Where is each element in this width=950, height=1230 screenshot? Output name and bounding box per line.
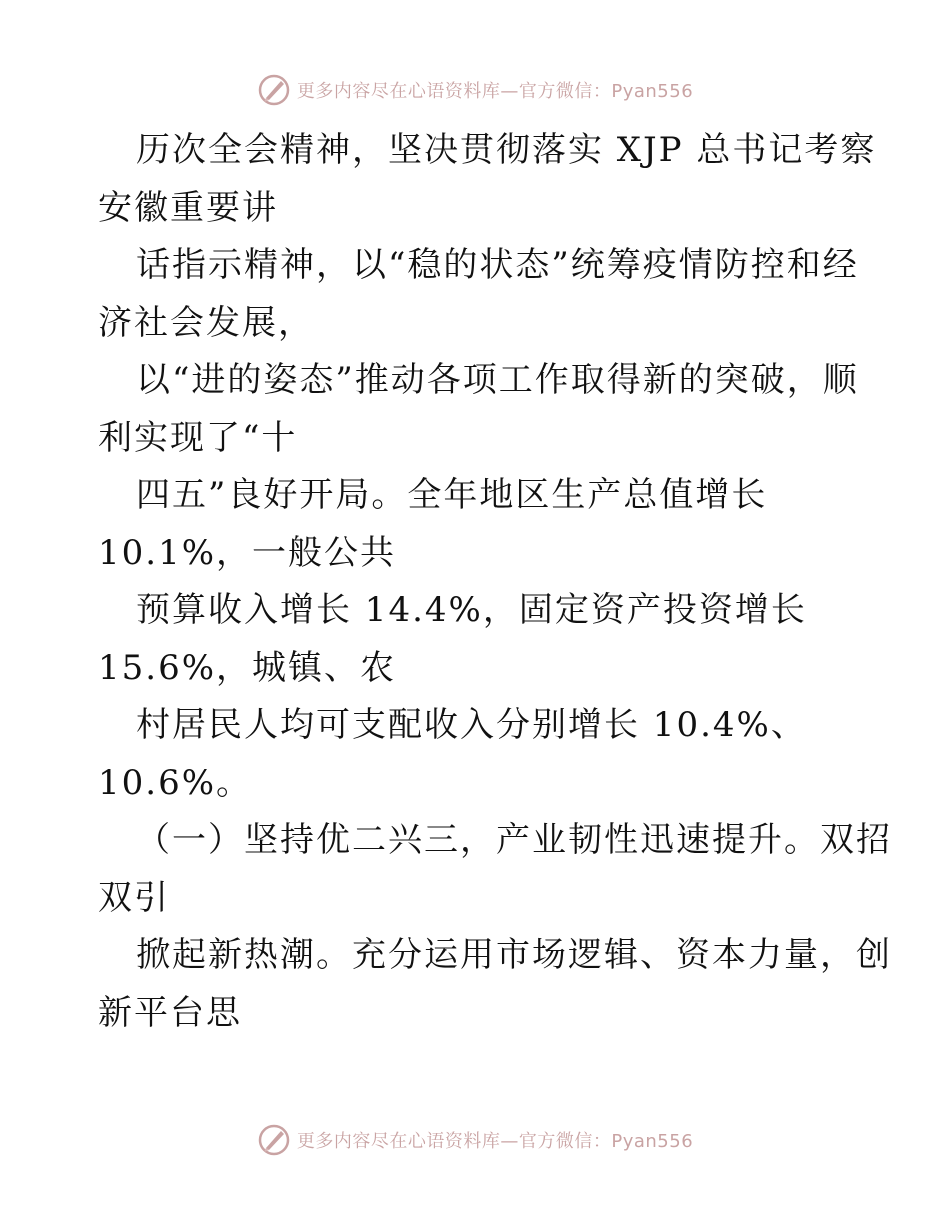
text-line: 济社会发展， (98, 302, 314, 343)
watermark-text: 更多内容尽在心语资料库—官方微信：Pyan556 (296, 81, 694, 102)
text-line: （一）坚持优二兴三，产业韧性迅速提升。双招 (136, 820, 892, 860)
quill-pen-logo-icon (257, 1123, 291, 1157)
text-line: 10.6%。 (98, 762, 253, 803)
document-body (98, 122, 892, 1042)
text-line: 安徽重要讲 (98, 187, 278, 228)
text-line: 10.1%，一般公共 (98, 532, 397, 573)
text-line: 利实现了“十 (98, 417, 298, 458)
text-line: 预算收入增长 14.4%，固定资产投资增长 (136, 590, 807, 630)
text-line: 四五”良好开局。全年地区生产总值增长 (136, 475, 768, 515)
text-line: 双引 (98, 877, 170, 918)
text-line: 新平台思 (98, 992, 242, 1033)
watermark-text: 更多内容尽在心语资料库—官方微信：Pyan556 (296, 1131, 694, 1152)
footer-watermark (0, 1122, 950, 1158)
quill-pen-logo-icon (257, 73, 291, 107)
text-line: 15.6%，城镇、农 (98, 647, 397, 688)
text-line: 村居民人均可支配收入分别增长 10.4%、 (136, 705, 807, 745)
text-line: 以“进的姿态”推动各项工作取得新的突破，顺 (136, 360, 859, 400)
header-watermark (0, 72, 950, 108)
text-line: 掀起新热潮。充分运用市场逻辑、资本力量，创 (136, 935, 892, 975)
text-line: 话指示精神，以“稳的状态”统筹疫情防控和经 (136, 245, 859, 285)
text-line: 历次全会精神，坚决贯彻落实 XJP 总书记考察 (136, 130, 877, 170)
